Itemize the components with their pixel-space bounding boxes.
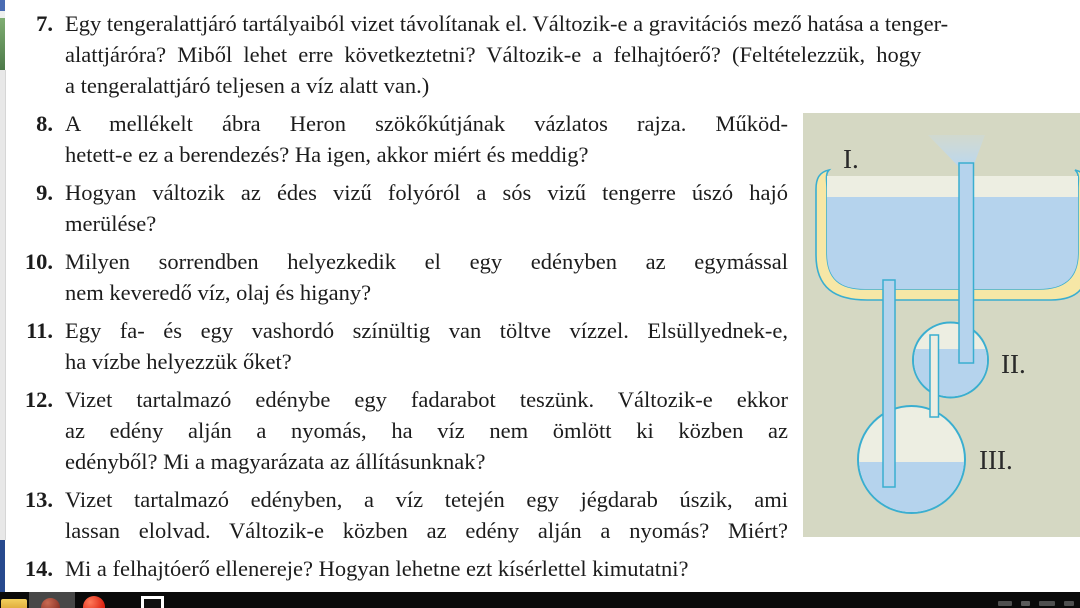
question-item <box>9 553 1080 584</box>
basin-to-lower-tube <box>883 280 895 487</box>
tray-glyph <box>1021 601 1030 606</box>
question-number: 12. <box>24 387 53 412</box>
edge-strip-blue-segment <box>0 0 5 11</box>
edge-strip <box>0 0 5 592</box>
label-middle-sphere: II. <box>1001 349 1026 379</box>
question-text <box>65 246 788 308</box>
window-icon[interactable] <box>141 596 164 608</box>
tray-glyph <box>1064 601 1074 606</box>
question-line: merülése? <box>65 211 157 236</box>
label-lower-sphere: III. <box>979 445 1013 475</box>
question-text <box>65 108 788 170</box>
question-number: 9. <box>36 180 53 205</box>
tray-glyph <box>998 601 1012 606</box>
question-line: Egy fa- és egy vashordó színültig van töltve vízzel. Elsüllyednek-e, <box>65 318 788 343</box>
question-number: 10. <box>24 249 53 274</box>
question-line: a tengeralattjáró teljesen a víz alatt van.) <box>65 73 430 98</box>
taskbar <box>0 592 1080 608</box>
question-line: edényből? Mi a magyarázata az állításunknak? <box>65 449 486 474</box>
question-line: Milyen sorrendben helyezkedik el egy edényben az egymással <box>65 249 788 274</box>
question-line: nem keveredő víz, olaj és higany? <box>65 280 372 305</box>
question-number: 8. <box>36 111 53 136</box>
question-text <box>65 553 788 584</box>
tray-glyph <box>1039 601 1055 606</box>
question-line: Hogyan változik az édes vizű folyóról a sós vizű tengerre úszó hajó <box>65 180 788 205</box>
question-number: 13. <box>24 487 53 512</box>
question-text <box>65 8 1080 101</box>
question-text <box>65 177 788 239</box>
question-line: ha vízbe helyezzük őket? <box>65 349 292 374</box>
question-line: Vizet tartalmazó edényben, a víz tetején egy jégdarab úszik, ami <box>65 487 788 512</box>
question-line: hetett-e ez a berendezés? Ha igen, akkor miért és meddig? <box>65 142 589 167</box>
label-upper-basin: I. <box>843 144 859 174</box>
question-line: Egy tengeralattjáró tartályaiból vizet távolítanak el. Változik-e a gravitációs mező hatása a tenger- <box>65 11 949 36</box>
folder-icon[interactable] <box>1 599 27 608</box>
edge-strip-gray-segment <box>0 70 6 540</box>
system-tray[interactable] <box>998 601 1074 607</box>
red-app-icon[interactable] <box>83 596 105 608</box>
active-app-icon <box>41 598 60 608</box>
question-text <box>65 384 788 477</box>
question-line: Vizet tartalmazó edénybe egy fadarabot teszünk. Változik-e ekkor <box>65 387 788 412</box>
question-text <box>65 315 788 377</box>
question-line: az edény alján a nyomás, ha víz nem ömlött ki közben az <box>65 418 788 443</box>
question-line: A mellékelt ábra Heron szökőkútjának vázlatos rajza. Működ- <box>65 111 788 136</box>
question-number: 11. <box>26 318 53 343</box>
middle-to-lower-tube <box>930 335 939 417</box>
question-text <box>65 484 788 546</box>
question-number: 14. <box>24 556 53 581</box>
edge-strip-navy-segment <box>0 540 5 592</box>
question-item <box>9 8 1080 101</box>
edge-strip-white-segment <box>0 11 5 18</box>
question-number: 7. <box>36 11 53 36</box>
question-line: alattjáróra? Miből lehet erre következtetni? Változik-e a felhajtóerő? (Feltételezzük, hogy <box>65 42 922 67</box>
active-app-tile[interactable] <box>29 592 75 608</box>
basin-water <box>827 197 1078 289</box>
heron-fountain-figure <box>803 113 1080 537</box>
question-line: lassan elolvad. Változik-e közben az edény alján a nyomás? Miért? <box>65 518 788 543</box>
heron-fountain-diagram <box>803 113 1080 537</box>
basin-air <box>827 176 1078 197</box>
question-line: Mi a felhajtóerő ellenereje? Hogyan lehetne ezt kísérlettel kimutatni? <box>65 556 689 581</box>
edge-strip-green-segment <box>0 18 5 70</box>
riser-tube <box>959 163 974 363</box>
